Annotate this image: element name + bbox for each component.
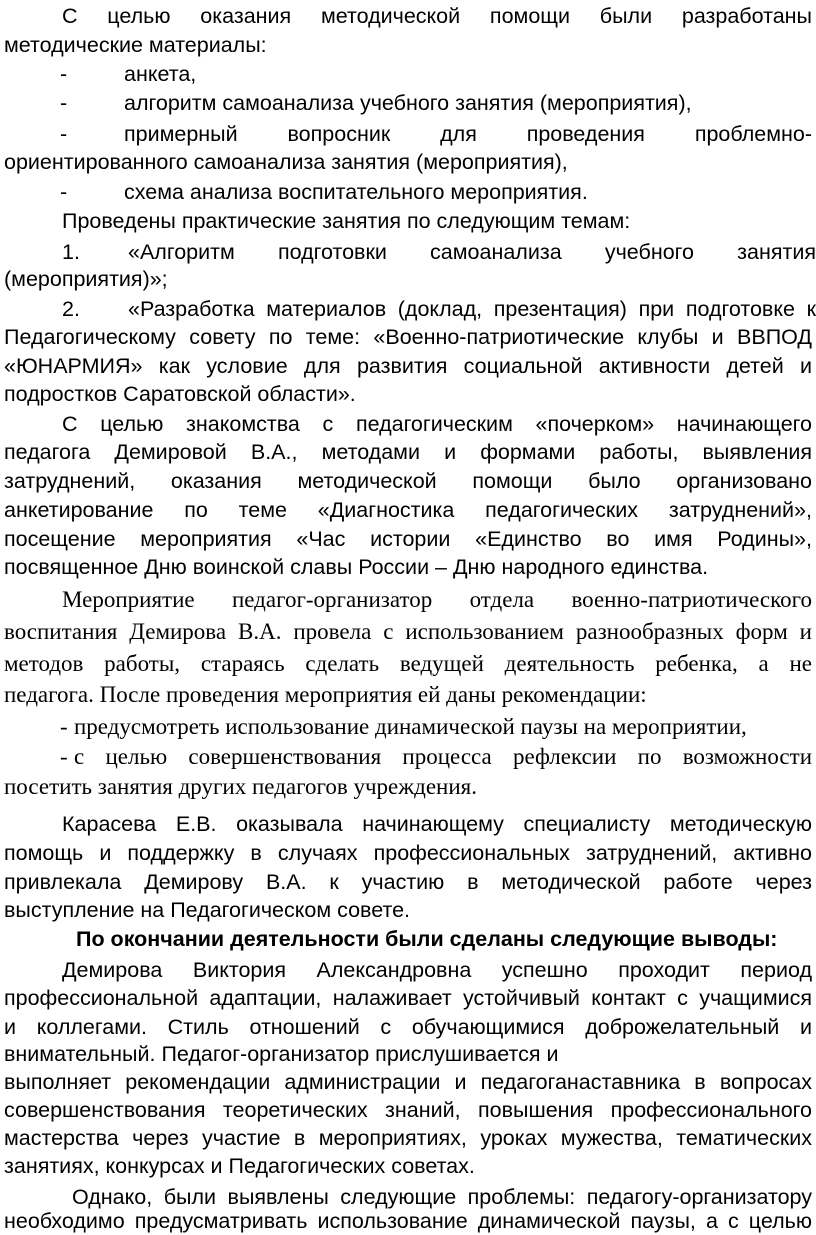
text-line: Однако, были выявлены следующие проблемы: педагогу-организатору bbox=[72, 1185, 812, 1209]
text-line: С целью оказания методической помощи были разработаны bbox=[62, 4, 812, 28]
text-line: педагога. После проведения мероприятия ей даны рекомендации: bbox=[4, 682, 647, 707]
list-item-continuation: посетить занятия других педагогов учреждения. bbox=[4, 774, 477, 799]
text-line: занятиях, конкурсах и Педагогических советах. bbox=[4, 1154, 475, 1178]
text-line: анкетирование по теме «Диагностика педагогических затруднений», bbox=[4, 498, 812, 522]
text-line: затруднений, оказания методической помощи было организовано bbox=[4, 469, 812, 493]
list-number: 2. bbox=[62, 297, 80, 321]
text-line: Демирова Виктория Александровна успешно проходит период bbox=[62, 958, 812, 982]
list-number: 1. bbox=[62, 240, 80, 264]
list-item bbox=[4, 89, 812, 117]
text-line: методические материалы: bbox=[4, 33, 267, 57]
list-marker: - bbox=[60, 62, 68, 86]
list-item-continuation: Педагогическому совету по теме: «Военно-патриотические клубы и ВВПОД bbox=[4, 325, 812, 349]
text-line: воспитания Демирова В.А. провела с использованием разнообразных форм и bbox=[4, 619, 812, 644]
text-line: мастерства через участие в мероприятиях, уроках мужества, тематических bbox=[4, 1126, 812, 1150]
text-line: выполняет рекомендации администрации и педагоганаставника в вопросах bbox=[4, 1070, 812, 1094]
text-line: методов работы, стараясь сделать ведущей деятельность ребенка, а не bbox=[4, 651, 812, 676]
text-line: внимательный. Педагог-организатор прислушивается и bbox=[4, 1042, 559, 1066]
list-item-text: анкета, bbox=[124, 62, 197, 86]
text-line: Мероприятие педагог-организатор отдела военно-патриотического bbox=[62, 587, 812, 612]
text-line: Проведены практические занятия по следующим темам: bbox=[62, 209, 631, 233]
list-marker: - bbox=[60, 122, 68, 146]
list-marker: - bbox=[60, 744, 68, 769]
text-line: выступление на Педагогическом совете. bbox=[4, 898, 411, 922]
list-item-continuation: подростков Саратовской области». bbox=[4, 382, 356, 406]
text-line: педагога Демировой В.А., методами и формами работы, выявления bbox=[4, 440, 812, 464]
list-item-text: предусмотреть использование динамической паузы на мероприятии, bbox=[74, 714, 747, 739]
text-line: С целью знакомства с педагогическим «почерком» начинающего bbox=[62, 412, 812, 436]
list-item-text: примерный вопросник для проведения проблемно- bbox=[124, 122, 812, 146]
list-item bbox=[4, 742, 812, 772]
text-line: и коллегами. Стиль отношений с обучающимися доброжелательный и bbox=[4, 1015, 812, 1039]
text-line: необходимо предусматривать использование динамической паузы, а с целью bbox=[4, 1209, 812, 1233]
list-item-text: схема анализа воспитательного мероприятия. bbox=[124, 180, 588, 204]
list-item bbox=[4, 178, 812, 206]
list-item-text: «Разработка материалов (доклад, презентация) при подготовке к bbox=[128, 297, 816, 321]
list-item bbox=[4, 712, 812, 742]
list-item-text: алгоритм самоанализа учебного занятия (мероприятия), bbox=[124, 91, 692, 115]
text-line: посещение мероприятия «Час истории «Единство во имя Родины», bbox=[4, 527, 812, 551]
list-item bbox=[4, 295, 816, 323]
list-item bbox=[4, 60, 812, 88]
list-item-continuation: (мероприятия)»; bbox=[4, 267, 168, 291]
list-item-continuation: ориентированного самоанализа занятия (мероприятия), bbox=[4, 150, 568, 174]
heading-text: По окончании деятельности были сделаны следующие выводы: bbox=[76, 927, 778, 951]
list-marker: - bbox=[60, 714, 68, 739]
text-line: помощь и поддержку в случаях профессиональных затруднений, активно bbox=[4, 841, 812, 865]
text-line: Карасева Е.В. оказывала начинающему специалисту методическую bbox=[62, 812, 812, 836]
text-line: профессиональной адаптации, налаживает устойчивый контакт с учащимися bbox=[4, 986, 812, 1010]
list-item-text: «Алгоритм подготовки самоанализа учебного занятия bbox=[128, 240, 816, 264]
list-item bbox=[4, 120, 812, 148]
list-item-continuation: «ЮНАРМИЯ» как условие для развития социальной активности детей и bbox=[4, 354, 812, 378]
text-line: посвященное Дню воинской славы России – Дню народного единства. bbox=[4, 555, 709, 579]
list-item bbox=[4, 238, 816, 266]
list-marker: - bbox=[60, 180, 68, 204]
list-item-text: с целью совершенствования процесса рефлексии по возможности bbox=[74, 744, 812, 769]
text-line: привлекала Демирову В.А. к участию в методической работе через bbox=[4, 870, 812, 894]
text-line: совершенствования теоретических знаний, повышения профессионального bbox=[4, 1098, 812, 1122]
list-marker: - bbox=[60, 91, 68, 115]
